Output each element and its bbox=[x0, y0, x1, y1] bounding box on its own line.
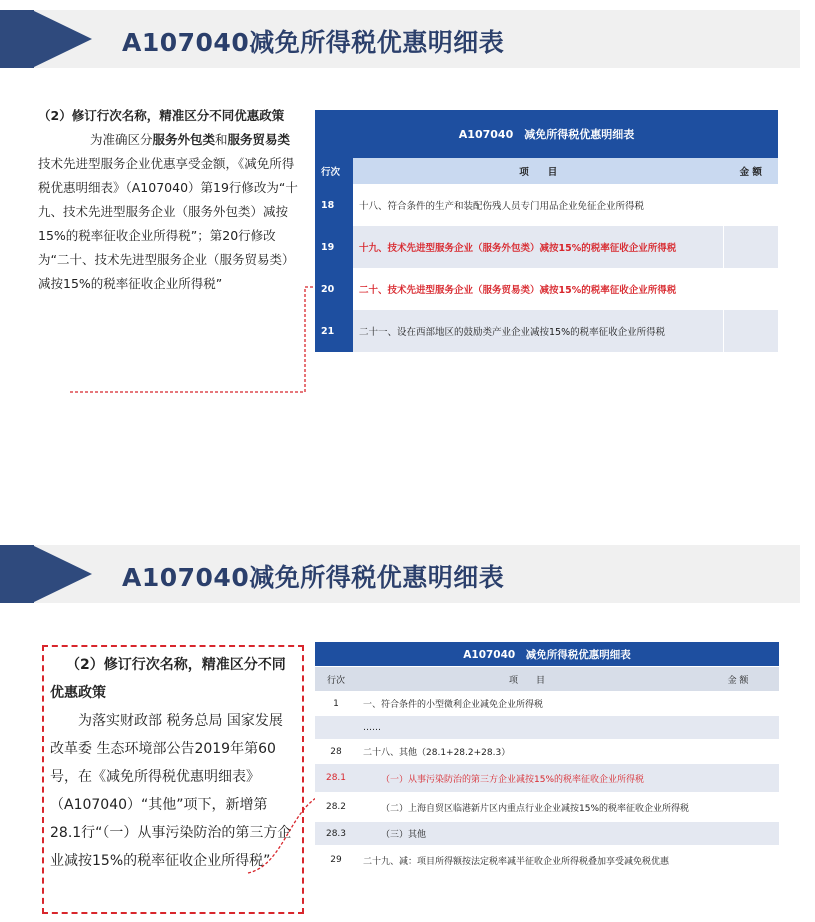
col-header-no: 行次 bbox=[315, 667, 357, 692]
table-row bbox=[315, 692, 779, 716]
slide-2-heading: （2）修订行次名称，精准区分不同优惠政策 bbox=[50, 657, 286, 701]
row-no: 28.2 bbox=[315, 793, 357, 822]
table-row bbox=[315, 764, 779, 793]
row-no: 28 bbox=[315, 740, 357, 764]
table-row bbox=[315, 716, 779, 740]
row-amount bbox=[697, 740, 779, 764]
row-amount bbox=[724, 268, 779, 310]
row-no: 1 bbox=[315, 692, 357, 716]
table-row bbox=[315, 310, 778, 352]
row-amount bbox=[697, 822, 779, 846]
row-no: 28.3 bbox=[315, 822, 357, 846]
text-b2: 服务贸易类 bbox=[227, 132, 291, 147]
row-amount bbox=[724, 184, 779, 226]
slide-2-title: A107040减免所得税优惠明细表 bbox=[122, 563, 505, 592]
row-item-highlighted: 二十、技术先进型服务企业（服务贸易类）减按15%的税率征收企业所得税 bbox=[353, 268, 724, 310]
row-no bbox=[315, 716, 357, 740]
col-header-item: 项 目 bbox=[357, 667, 697, 692]
slide-2 bbox=[0, 505, 815, 915]
table-row bbox=[315, 268, 778, 310]
table-row bbox=[315, 226, 778, 268]
row-no: 21 bbox=[315, 310, 353, 352]
col-header-no: 行次 bbox=[315, 158, 353, 184]
table-row bbox=[315, 846, 779, 875]
row-no: 18 bbox=[315, 184, 353, 226]
row-amount bbox=[697, 692, 779, 716]
row-item: 一、符合条件的小型微利企业减免企业所得税 bbox=[357, 692, 697, 716]
slide-1-table bbox=[315, 110, 778, 352]
slide-1 bbox=[0, 0, 815, 410]
table-row bbox=[315, 793, 779, 822]
slide-1-title: A107040减免所得税优惠明细表 bbox=[122, 28, 505, 57]
row-no: 20 bbox=[315, 268, 353, 310]
text-a: 为准确区分 bbox=[90, 132, 153, 147]
row-amount bbox=[724, 310, 779, 352]
text-b1: 服务外包类 bbox=[152, 132, 216, 147]
slide-2-paragraph: 为落实财政部 税务总局 国家发展改革委 生态环境部公告2019年第60号，在《减免所得税优惠明细表》（A107040）“其他”项下，新增第28.1行“（一）从事污染防治的第三方企业减按15%的税率征收企业所得税” bbox=[50, 713, 292, 869]
col-header-item: 项 目 bbox=[353, 158, 724, 184]
slide-2-table bbox=[315, 642, 779, 875]
row-item-highlighted: 十九、技术先进型服务企业（服务外包类）减按15%的税率征收企业所得税 bbox=[353, 226, 724, 268]
row-amount bbox=[697, 793, 779, 822]
row-item: 十八、符合条件的生产和装配伤残人员专门用品企业免征企业所得税 bbox=[353, 184, 724, 226]
row-no-highlighted: 28.1 bbox=[315, 764, 357, 793]
table-title: A107040 减免所得税优惠明细表 bbox=[315, 110, 778, 158]
text-d: 技术先进型服务企业优惠享受金额，《减免所得税优惠明细表》（A107040）第19行修改为“十九、技术先进型服务企业（服务外包类）减按15%的税率征收企业所得税”；第20行修改为“二十、技术先进型服务企业（服务贸易类）减按15%的税率征收企业所得税” bbox=[38, 156, 298, 291]
row-item-highlighted: （一）从事污染防治的第三方企业减按15%的税率征收企业所得税 bbox=[357, 764, 697, 793]
row-item: （三）其他 bbox=[357, 822, 697, 846]
table-row bbox=[315, 184, 778, 226]
row-amount bbox=[697, 716, 779, 740]
text-c: 和 bbox=[215, 132, 228, 147]
row-item: 二十八、其他（28.1+28.2+28.3） bbox=[357, 740, 697, 764]
col-header-amount: 金 额 bbox=[697, 667, 779, 692]
row-amount bbox=[697, 846, 779, 875]
table-row bbox=[315, 740, 779, 764]
row-item: （二）上海自贸区临港新片区内重点行业企业减按15%的税率征收企业所得税 bbox=[357, 793, 697, 822]
row-no: 19 bbox=[315, 226, 353, 268]
row-no: 29 bbox=[315, 846, 357, 875]
row-item: …… bbox=[357, 716, 697, 740]
slide-1-heading: （2）修订行次名称，精准区分不同优惠政策 bbox=[38, 108, 285, 123]
row-amount bbox=[697, 764, 779, 793]
row-item: 二十一、设在西部地区的鼓励类产业企业减按15%的税率征收企业所得税 bbox=[353, 310, 724, 352]
col-header-amount: 金 额 bbox=[724, 158, 779, 184]
table-row bbox=[315, 822, 779, 846]
row-amount bbox=[724, 226, 779, 268]
table-title: A107040 减免所得税优惠明细表 bbox=[315, 642, 779, 667]
row-item: 二十九、减：项目所得额按法定税率减半征收企业所得税叠加享受减免税优惠 bbox=[357, 846, 697, 875]
